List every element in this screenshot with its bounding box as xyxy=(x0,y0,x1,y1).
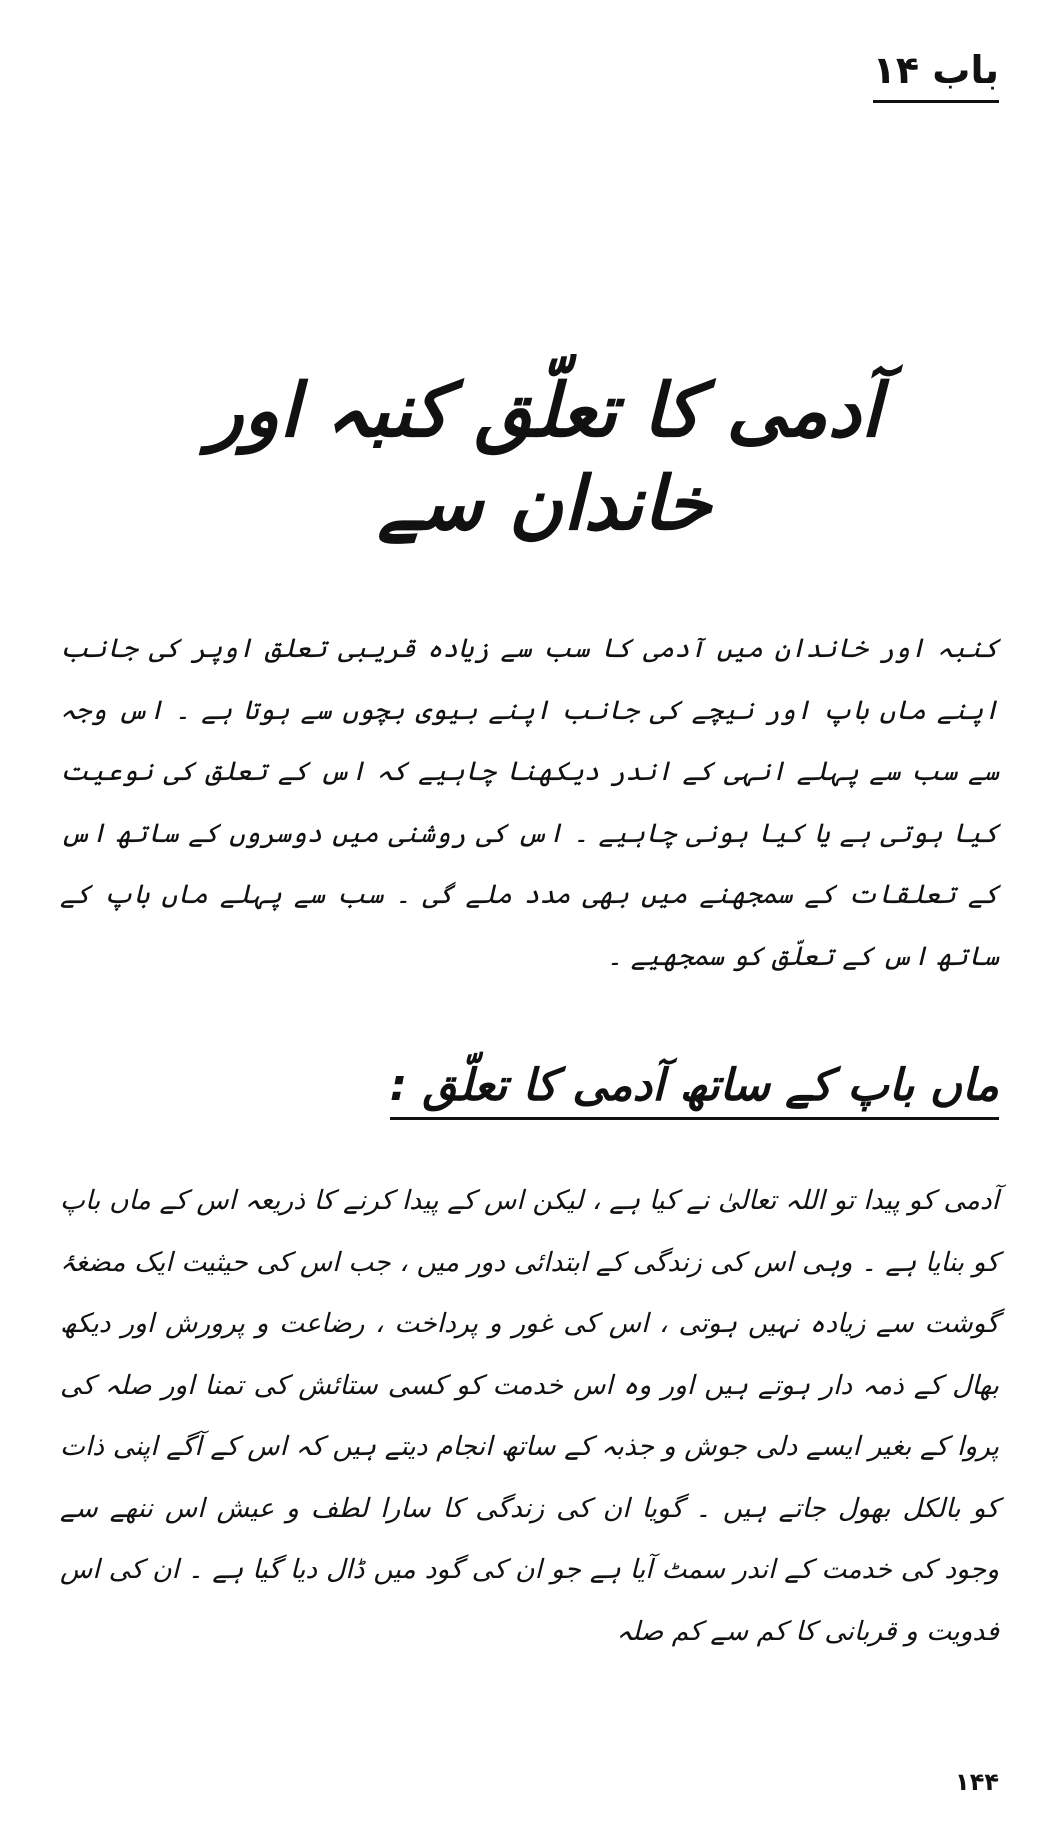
section-heading: ماں باپ کے ساتھ آدمی کا تعلّق : xyxy=(390,1060,999,1120)
body-paragraph: آدمی کو پیدا تو اللہ تعالیٰ نے کیا ہے ، لیکن اس کے پیدا کرنے کا ذریعہ اس کے ماں باپ کو بنایا ہے ۔ وہی اس کی زندگی کے ابتدائی دور میں ، جب اس کی حیثیت ایک مضغۂ گوشت سے زیادہ نہیں ہوتی ، اس کی غور و پرداخت ، رضاعت و پرورش اور دیکھ بھال کے ذمہ دار ہوتے ہیں اور وہ اس خدمت کو کسی ستائش کی تمنا اور صلہ کی پروا کے بغیر ایسے دلی جوش و جذبہ کے ساتھ انجام دیتے ہیں کہ اس کے آگے اپنی ذات کو بالکل بھول جاتے ہیں ۔ گویا ان کی زندگی کا سارا لطف و عیش اس ننھے سے وجود کی خدمت کے اندر سمٹ آیا ہے جو ان کی گود میں ڈال دیا گیا ہے ۔ ان کی اس فدویت و قربانی کا کم سے کم صلہ xyxy=(60,1185,999,1647)
chapter-title: آدمی کا تعلّق کنبہ اور خاندان سے xyxy=(207,368,882,547)
chapter-label: باب ۱۴ xyxy=(873,48,999,103)
page-number: ۱۴۴ xyxy=(955,1768,999,1796)
body-paragraph: کنبہ اور خاندان میں آدمی کا سب سے زیادہ قریبی تعلق اوپر کی جانب اپنے ماں باپ اور نیچے کی جانب اپنے بیوی بچوں سے ہوتا ہے ۔ اس وجہ سے سب سے پہلے انہی کے اندر دیکھنا چاہیے کہ اس کے تعلق کی نوعیت کیا ہوتی ہے یا کیا ہونی چاہیے ۔ اس کی روشنی میں دوسروں کے ساتھ اس کے تعلقات کے سمجھنے میں بھی مدد ملے گی ۔ سب سے پہلے ماں باپ کے ساتھ اس کے تعلّق کو سمجھیے ۔ xyxy=(60,633,999,972)
